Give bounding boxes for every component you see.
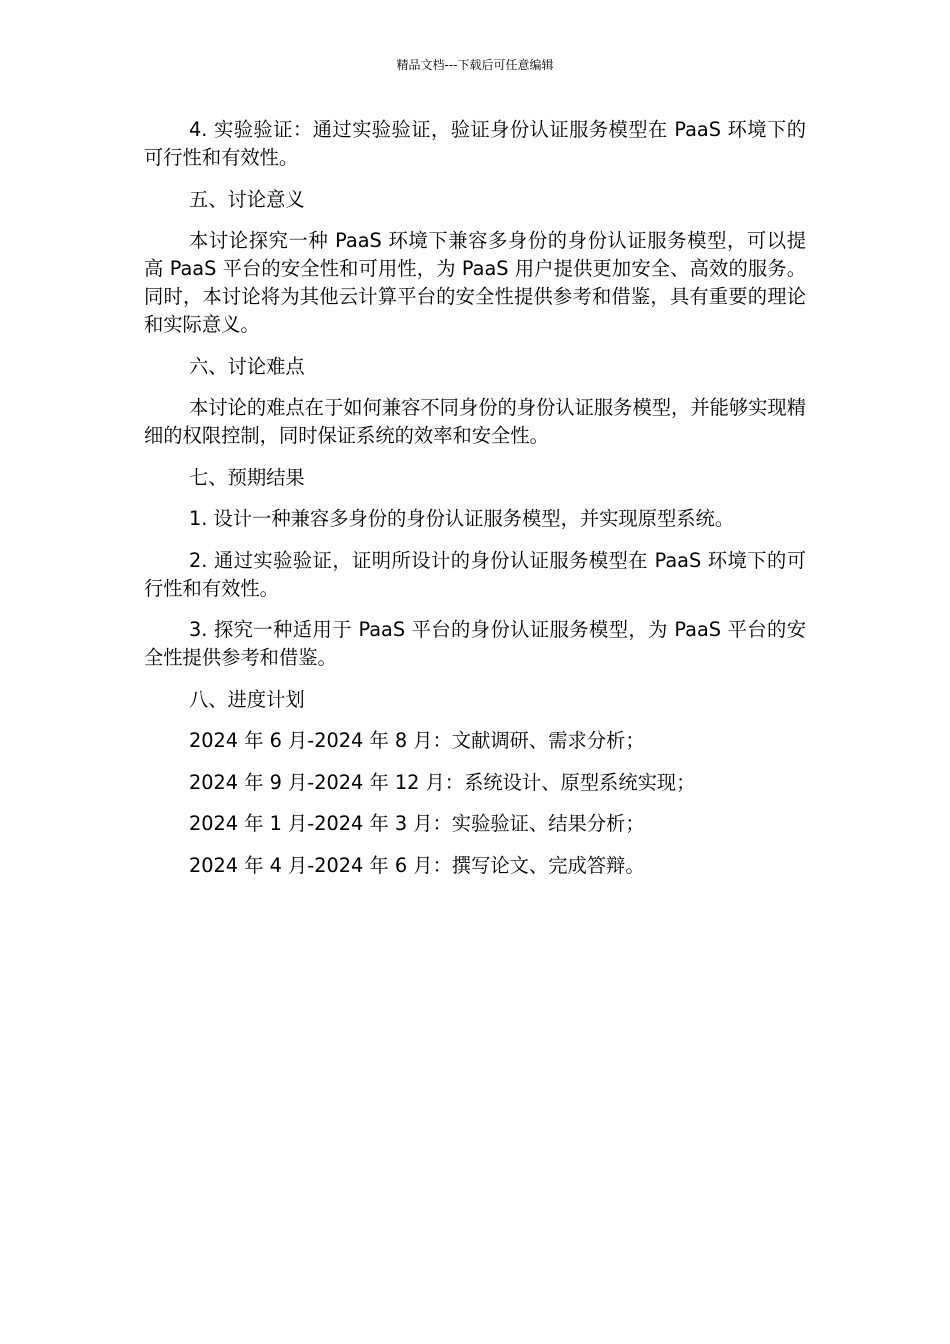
schedule-item-4: 2024 年 4 月-2024 年 6 月：撰写论文、完成答辩。 [189,853,645,877]
page-header: 精品文档---下载后可任意编辑 [396,58,554,72]
schedule-item-1: 2024 年 6 月-2024 年 8 月：文献调研、需求分析； [189,729,645,752]
paragraph-difficulties: 本讨论的难点在于如何兼容不同身份的身份认证服务模型，并能够实现精细的权限控制，同时保证系统的效率和安全性。 [144,396,806,447]
schedule-item-2: 2024 年 9 月-2024 年 12 月：系统设计、原型系统实现； [189,770,696,794]
section-heading-expected-results: 七、预期结果 [189,465,305,489]
result-item-3: 3. 探究一种适用于 PaaS 平台的身份认证服务模型，为 PaaS 平台的安全性提供参考和借鉴。 [144,618,806,669]
section-heading-difficulties: 六、讨论难点 [189,354,305,378]
result-item-2: 2. 通过实验验证，证明所设计的身份认证服务模型在 PaaS 环境下的可行性和有效性。 [144,548,806,600]
paragraph-significance: 本讨论探究一种 PaaS 环境下兼容多身份的身份认证服务模型，可以提高 PaaS 平台的安全性和可用性，为 PaaS 用户提供更加安全、高效的服务。同时，本讨论将为其他云计算平台的安全性提供参考和借鉴，具有重要的理论和实际意义。 [144,229,806,336]
section-heading-significance: 五、讨论意义 [189,187,305,211]
document-body [144,116,806,880]
result-item-1: 1. 设计一种兼容多身份的身份认证服务模型，并实现原型系统。 [189,507,735,530]
paragraph-experiment-validation: 4. 实验验证：通过实验验证，验证身份认证服务模型在 PaaS 环境下的可行性和有效性。 [144,118,806,169]
schedule-item-3: 2024 年 1 月-2024 年 3 月：实验验证、结果分析； [189,812,645,835]
section-heading-schedule: 八、进度计划 [189,687,305,711]
